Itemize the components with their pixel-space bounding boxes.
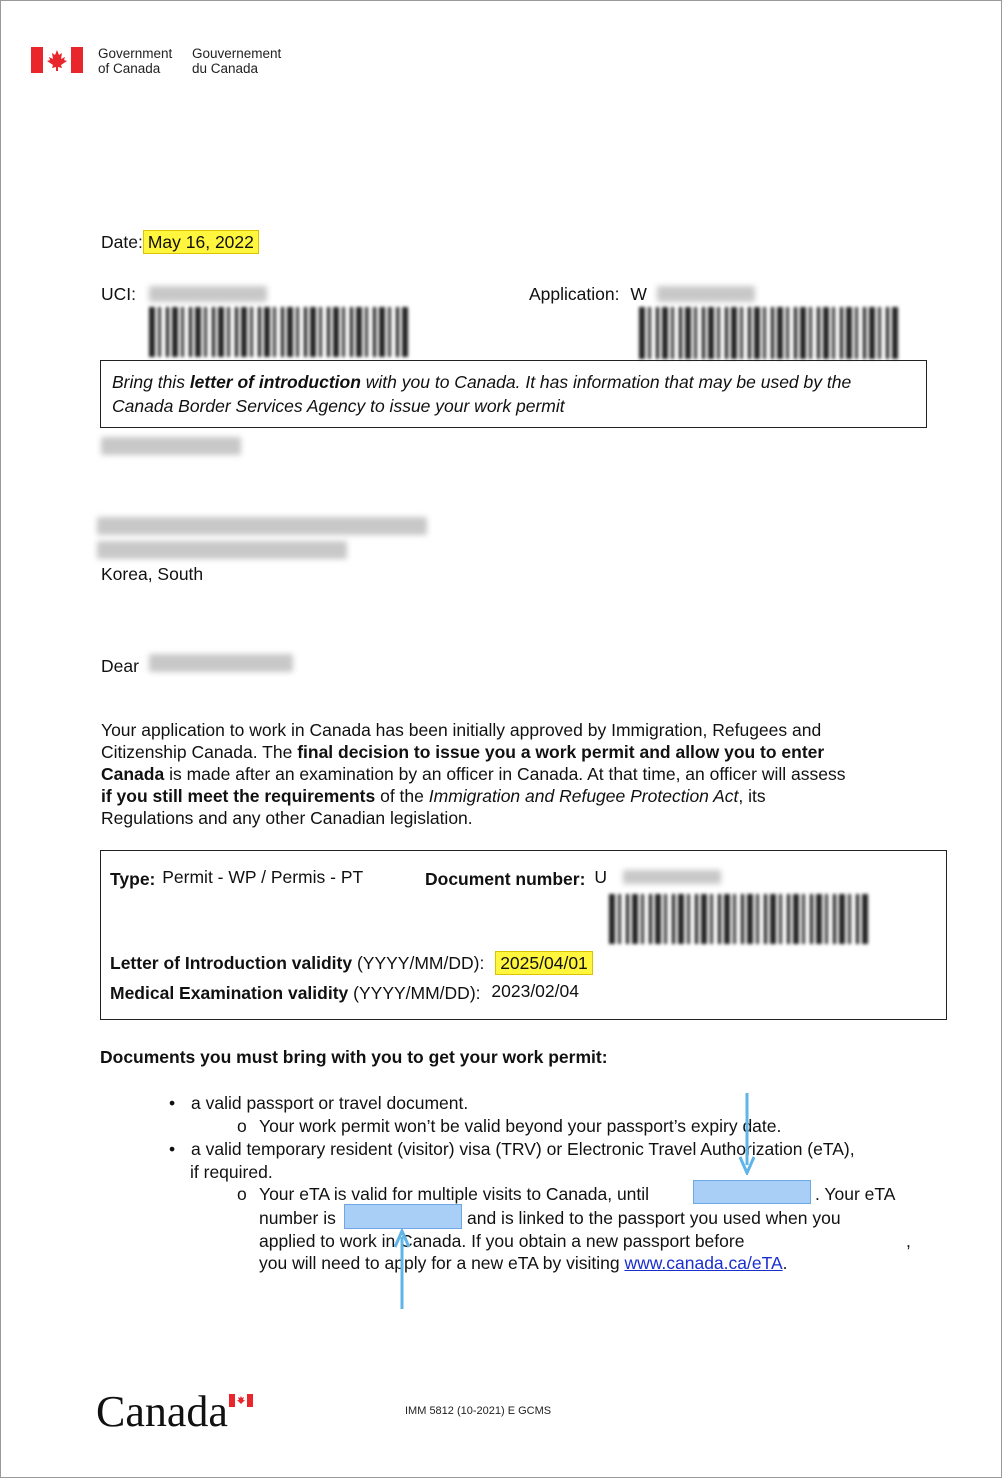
medical-validity-row: Medical Examination validity (YYYY/MM/DD): 2023/02/04 [110,981,579,1003]
wordmark-flag-icon [229,1394,253,1407]
documents-heading: Documents you must bring with you to get your work permit: [100,1047,608,1067]
loi-validity-value: 2025/04/01 [495,951,593,975]
sub-bullet-o: o [237,1116,247,1136]
eta-number-redaction [344,1204,462,1229]
application-label: Application: [529,284,620,304]
gov-name-fr [192,46,281,76]
sub-bullet-o: o [237,1184,247,1204]
down-arrow-icon [739,1093,755,1175]
canada-wordmark: Canada [96,1387,228,1436]
type-label: Type: [110,869,156,889]
address-line2-blurred [97,541,347,559]
medical-validity-value: 2023/02/04 [491,981,579,1001]
eta-expiry-redaction [693,1180,811,1204]
eta-line3-text: applied to work in Canada. If you obtain a new passport before [259,1231,745,1251]
address-country: Korea, South [101,564,204,584]
bullet-visa-line1: a valid temporary resident (visitor) visa (TRV) or Electronic Travel Authorization (eTA), [191,1139,855,1159]
sub-bullet-passport-expiry: Your work permit won’t be valid beyond your passport’s expiry date. [259,1116,782,1136]
eta-line2-end: and is linked to the passport you used when you [467,1208,841,1228]
eta-line2-start: number is [259,1208,336,1228]
document-number-barcode [609,894,871,944]
canada-eta-link[interactable]: www.canada.ca/eTA [624,1253,783,1273]
application-value-blurred [657,286,755,302]
uci-label: UCI: [101,284,136,304]
body-paragraph: Your application to work in Canada has been initially approved by Immigration, Refugees and Citizenship Canada. The final decision to issue you a work permit and allow you to enter Canada is made after an examination by an officer in Canada. At that time, an officer will assess if you still meet the requirements of the Immigration and Refugee Protection Act, its Regulations and any other Canadian legislation. [101,720,846,828]
document-number-prefix: U [594,867,607,887]
application-barcode [639,307,901,359]
gov-en-line2: of Canada [98,61,161,76]
greeting: Dear [101,656,139,676]
eta-line4: you will need to apply for a new eTA by visiting www.canada.ca/eTA. [259,1253,788,1273]
date-value: May 16, 2022 [143,230,259,254]
form-code: IMM 5812 (10-2021) E GCMS [405,1405,552,1417]
notice-line2: Canada Border Services Agency to issue your work permit [112,396,565,416]
application-row [529,283,647,305]
recipient-name-blurred [101,437,241,455]
type-value: Permit - WP / Permis - PT [162,867,364,887]
date-label: Date: [101,232,143,252]
loi-validity-row: Letter of Introduction validity (YYYY/MM/DD): 2025/04/01 [110,952,593,974]
bullet-dot: • [169,1093,176,1113]
canada-flag-icon [31,47,83,73]
greeting-name-blurred [149,654,293,672]
uci-value-blurred [149,286,267,302]
address-line1-blurred [97,517,427,535]
notice-line1: Bring this letter of introduction with you to Canada. It has information that may be used by the [112,372,852,392]
type-row [110,868,363,890]
bullet-visa-line2: if required. [190,1162,273,1182]
bullet-passport: a valid passport or travel document. [191,1093,469,1113]
eta-line3-comma: , [906,1231,911,1251]
eta-line1-end: . Your eTA [815,1184,896,1204]
gov-fr-line2: du Canada [192,61,259,76]
uci-barcode [149,307,411,357]
eta-line1-text: Your eTA is valid for multiple visits to Canada, until [259,1184,650,1204]
gov-name-en [98,46,172,76]
document-number-blurred [623,870,721,884]
document-number-label: Document number: [425,869,586,889]
bullet-dot: • [169,1139,176,1159]
document-number-row [425,868,607,890]
gov-fr-line1: Gouvernement [192,46,282,61]
up-arrow-icon [394,1229,410,1311]
date-row [101,231,259,253]
gov-en-line1: Government [98,46,173,61]
application-prefix: W [630,284,647,304]
introduction-notice-box [100,360,927,428]
permit-details-box [100,850,947,1020]
